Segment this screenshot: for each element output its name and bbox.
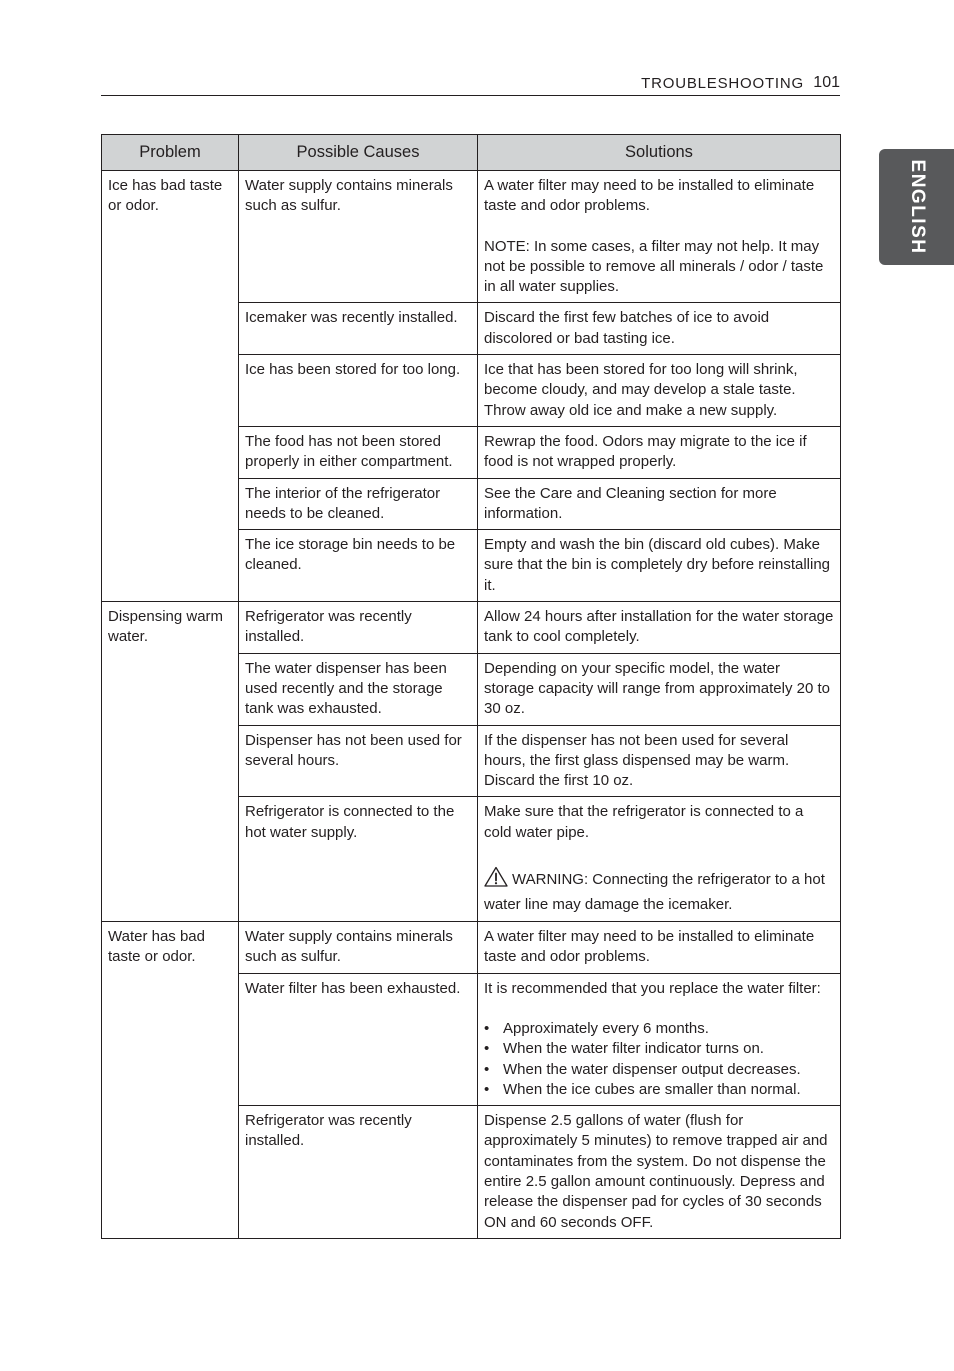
cause-cell: Refrigerator was recently installed. [239,602,478,654]
solution-cell: A water filter may need to be installed to eliminate taste and odor problems. [478,922,841,974]
cause-cell: Water supply contains minerals such as sulfur. [239,922,478,974]
cause-cell: The interior of the refrigerator needs to be cleaned. [239,478,478,530]
table-row [102,922,841,974]
solution-text: Make sure that the refrigerator is connected to a cold water pipe. [484,803,804,841]
warning-icon [484,866,508,894]
solution-cell [478,171,841,303]
cause-cell: Ice has been stored for too long. [239,355,478,427]
solution-cell: Ice that has been stored for too long will shrink, become cloudy, and may develop a stale taste. Throw away old ice and make a new supply. [478,355,841,427]
list-item: • When the water filter indicator turns on. [484,1039,834,1059]
list-item: • When the water dispenser output decreases. [484,1060,834,1080]
cause-cell: Refrigerator was recently installed. [239,1106,478,1239]
solution-cell: Depending on your specific model, the water storage capacity will range from approximately 20 to 30 oz. [478,653,841,725]
table-row [102,602,841,654]
problem-cell: Ice has bad taste or odor. [102,171,239,602]
solution-cell [478,973,841,1105]
cause-cell: Refrigerator is connected to the hot water supply. [239,797,478,922]
solution-bullet-list [484,1019,834,1100]
cause-cell: The food has not been stored properly in either compartment. [239,426,478,478]
solution-cell: Empty and wash the bin (discard old cubes). Make sure that the bin is completely dry before reinstalling it. [478,530,841,602]
list-item: • Approximately every 6 months. [484,1019,834,1039]
cause-cell: The ice storage bin needs to be cleaned. [239,530,478,602]
problem-cell: Dispensing warm water. [102,602,239,922]
column-header-problem: Problem [102,135,239,171]
warning-text: WARNING: Connecting the refrigerator to a hot water line may damage the icemaker. [484,871,825,914]
column-header-solutions: Solutions [478,135,841,171]
warning-line [484,866,834,916]
cause-cell: The water dispenser has been used recently and the storage tank was exhausted. [239,653,478,725]
solution-cell: Dispense 2.5 gallons of water (flush for approximately 5 minutes) to remove trapped air and contaminates from the system. Do not dispense the entire 2.5 gallon amount continuously. Depress and release the dispenser pad for cycles of 30 seconds ON and 60 seconds OFF. [478,1106,841,1239]
page-header [101,73,840,96]
problem-cell: Water has bad taste or odor. [102,922,239,1239]
solution-note: NOTE: In some cases, a filter may not help. It may not be possible to remove all minerals / odor / taste in all water supplies. [484,237,824,296]
solution-cell [478,797,841,922]
table-header-row [102,135,841,171]
column-header-causes: Possible Causes [239,135,478,171]
table-row [102,171,841,303]
troubleshooting-table [101,134,841,1239]
solution-cell: See the Care and Cleaning section for more information. [478,478,841,530]
cause-cell: Icemaker was recently installed. [239,303,478,355]
solution-text: It is recommended that you replace the water filter: [484,979,821,997]
cause-cell: Dispenser has not been used for several hours. [239,725,478,797]
solution-cell: If the dispenser has not been used for several hours, the first glass dispensed may be warm. Discard the first 10 oz. [478,725,841,797]
list-item: • When the ice cubes are smaller than normal. [484,1080,834,1100]
solution-cell: Allow 24 hours after installation for the water storage tank to cool completely. [478,602,841,654]
cause-cell: Water supply contains minerals such as sulfur. [239,171,478,303]
solution-cell: Rewrap the food. Odors may migrate to the ice if food is not wrapped properly. [478,426,841,478]
section-title: TROUBLESHOOTING [641,75,804,92]
language-tab-label: ENGLISH [906,159,928,255]
cause-cell: Water filter has been exhausted. [239,973,478,1105]
page-number: 101 [813,74,840,91]
solution-text: A water filter may need to be installed to eliminate taste and odor problems. [484,177,815,215]
language-tab [879,149,954,265]
solution-cell: Discard the first few batches of ice to avoid discolored or bad tasting ice. [478,303,841,355]
